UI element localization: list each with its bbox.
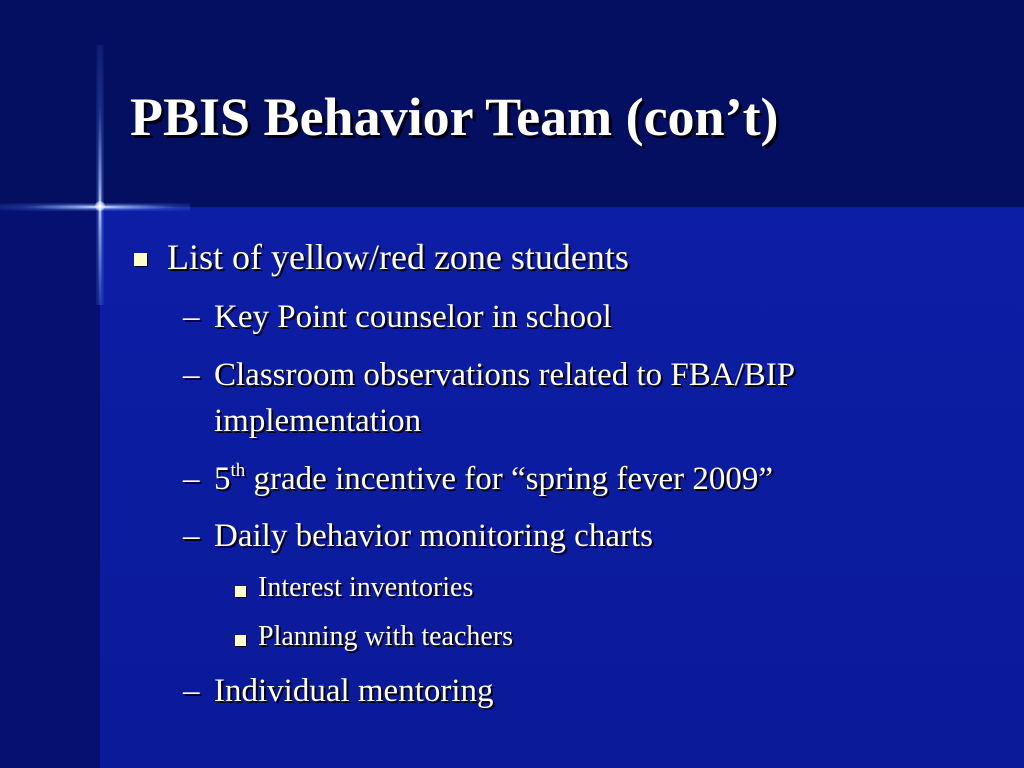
square-bullet-icon (235, 635, 246, 646)
sub-bullet-counselor: Key Point counselor in school (214, 299, 612, 335)
sub-bullet-monitoring: Daily behavior monitoring charts (214, 518, 653, 554)
slide-title: PBIS Behavior Team (con’t) (130, 87, 779, 147)
sub-bullet-observations-cont: implementation (214, 403, 422, 439)
sub-bullet-incentive (214, 461, 773, 498)
dash-marker: – (183, 357, 200, 393)
square-bullet-icon (235, 586, 246, 597)
dash-marker: – (183, 673, 200, 709)
bullet-main: List of yellow/red zone students (167, 237, 629, 277)
sub-bullet-mentoring: Individual mentoring (214, 673, 494, 709)
incentive-ordinal-suffix: th (230, 460, 246, 481)
sparkle-star-core-icon (95, 201, 105, 211)
dash-marker: – (183, 461, 200, 497)
sub-bullet-observations: Classroom observations related to FBA/BIP (214, 357, 796, 393)
sparkle-star-ray-icon (96, 45, 104, 305)
dash-marker: – (183, 518, 200, 554)
square-bullet-icon (134, 253, 147, 266)
incentive-text: grade incentive for “spring fever 2009” (245, 461, 774, 497)
incentive-number: 5 (214, 461, 231, 497)
subsub-bullet-planning: Planning with teachers (258, 621, 514, 652)
dash-marker: – (183, 299, 200, 335)
subsub-bullet-interest: Interest inventories (258, 572, 474, 603)
